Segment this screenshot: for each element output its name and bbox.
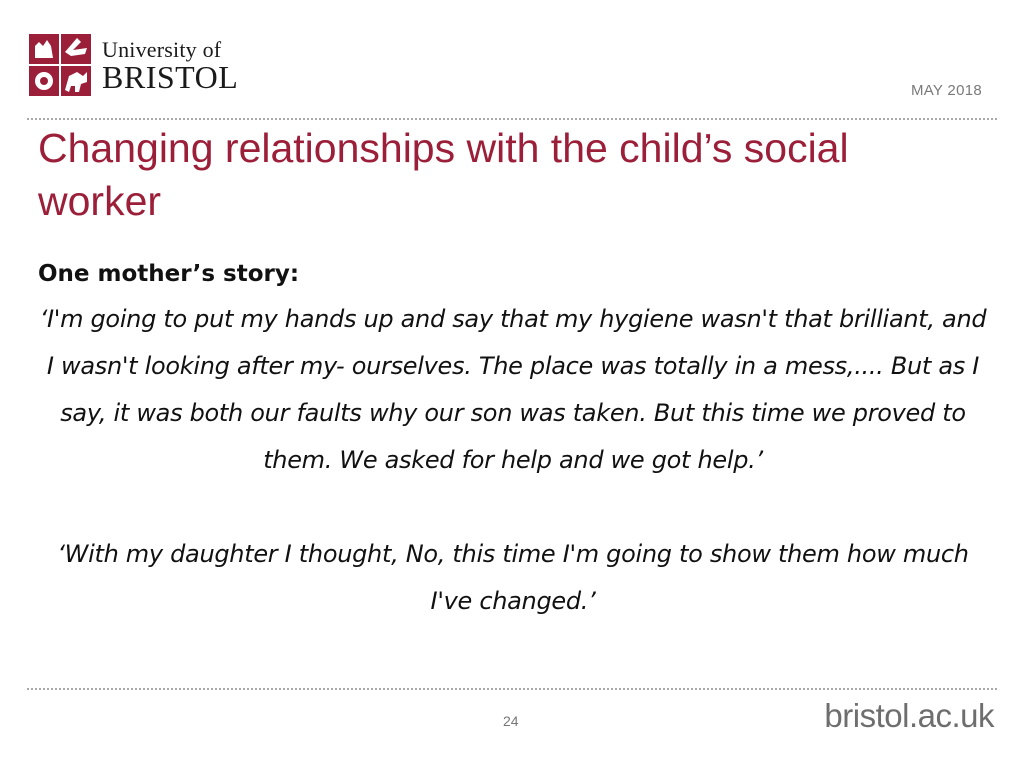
header-divider <box>27 118 997 120</box>
logo-line-university: University of <box>102 37 222 62</box>
slide-body <box>38 252 988 625</box>
story-heading: One mother’s story: <box>38 261 300 287</box>
logo-line-bristol: BRISTOL <box>102 59 239 95</box>
quote-second: ‘With my daughter I thought, No, this time I'm going to show them how much I've changed.’ <box>57 540 969 615</box>
footer-divider <box>27 688 997 690</box>
site-url: bristol.ac.uk <box>824 697 994 734</box>
quote-first: ‘I'm going to put my hands up and say that my hygiene wasn't that brilliant, and I wasn't looking after my- ourselves. The place was totally in a mess,.... But as I say, it was both our faults why our son was taken. But this time we proved to them. We asked for help and we got help.’ <box>39 305 987 474</box>
university-crest-icon <box>27 32 93 98</box>
slide-title: Changing relationships with the child’s social worker <box>38 125 849 224</box>
slide-date: MAY 2018 <box>910 82 982 99</box>
page-number: 24 <box>503 713 519 729</box>
logo-wordmark <box>102 37 239 95</box>
university-logo <box>27 30 249 98</box>
